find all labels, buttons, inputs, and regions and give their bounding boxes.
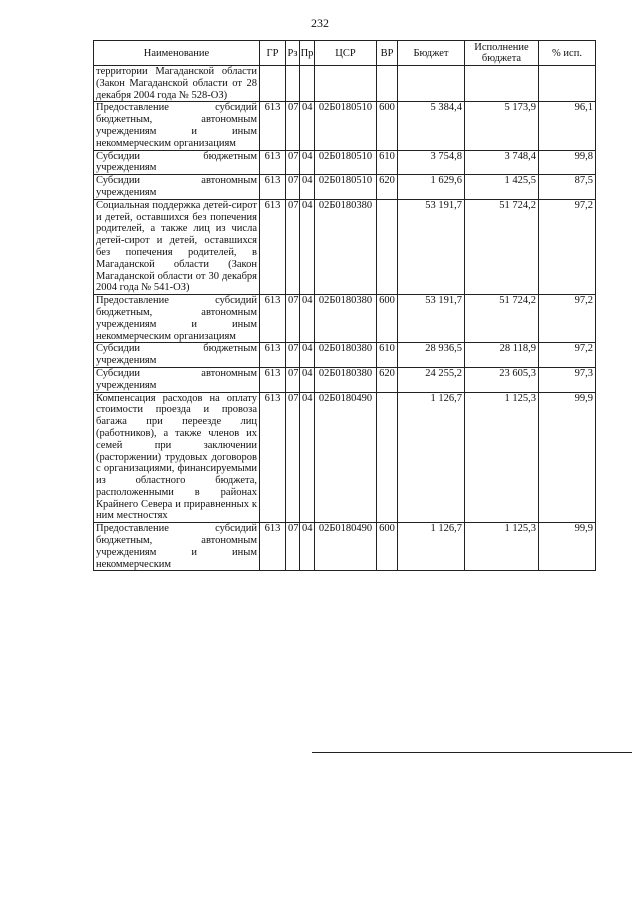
budget-execution-table bbox=[93, 40, 596, 571]
row-csr: 02Б0180380 bbox=[315, 199, 377, 294]
row-name: Предоставление субсидий бюджетным, автономным учреждениям и иным некоммерческим организациям bbox=[94, 102, 260, 150]
row-vr bbox=[377, 66, 398, 102]
row-vr: 600 bbox=[377, 523, 398, 571]
row-percent: 99,9 bbox=[539, 392, 596, 523]
row-budget: 1 629,6 bbox=[398, 175, 465, 200]
row-rz: 07 bbox=[286, 295, 300, 343]
header-csr: ЦСР bbox=[315, 41, 377, 66]
row-budget: 28 936,5 bbox=[398, 343, 465, 368]
table-row bbox=[94, 392, 596, 523]
row-budget: 1 126,7 bbox=[398, 523, 465, 571]
row-vr: 620 bbox=[377, 367, 398, 392]
header-name: Наименование bbox=[94, 41, 260, 66]
row-budget bbox=[398, 66, 465, 102]
row-rz: 07 bbox=[286, 102, 300, 150]
row-name: территории Магаданской области (Закон Магаданской области от 28 декабря 2004 года № 528-ОЗ) bbox=[94, 66, 260, 102]
row-name: Социальная поддержка детей-сирот и детей, оставшихся без попечения родителей, а также лиц из числа детей-сирот и детей, оставшихся без попечения родителей, в Магаданской области (Закон Магаданской области от 30 декабря 2004 года № 541-ОЗ) bbox=[94, 199, 260, 294]
row-percent: 97,2 bbox=[539, 199, 596, 294]
row-gr: 613 bbox=[260, 102, 286, 150]
table-row bbox=[94, 295, 596, 343]
row-csr: 02Б0180510 bbox=[315, 175, 377, 200]
table-row bbox=[94, 66, 596, 102]
table-row bbox=[94, 102, 596, 150]
row-execution: 51 724,2 bbox=[465, 199, 539, 294]
row-vr: 620 bbox=[377, 175, 398, 200]
row-pr: 04 bbox=[300, 343, 315, 368]
header-pr: Пр bbox=[300, 41, 315, 66]
row-rz: 07 bbox=[286, 199, 300, 294]
row-name: Предоставление субсидий бюджетным, автономным учреждениям и иным некоммерческим bbox=[94, 523, 260, 571]
row-budget: 53 191,7 bbox=[398, 199, 465, 294]
row-gr: 613 bbox=[260, 367, 286, 392]
row-vr: 600 bbox=[377, 295, 398, 343]
row-csr: 02Б0180380 bbox=[315, 367, 377, 392]
row-rz: 07 bbox=[286, 523, 300, 571]
row-percent: 97,2 bbox=[539, 295, 596, 343]
table-body bbox=[94, 66, 596, 571]
row-pr: 04 bbox=[300, 523, 315, 571]
row-name: Субсидии бюджетным учреждениям bbox=[94, 150, 260, 175]
header-budget: Бюджет bbox=[398, 41, 465, 66]
row-rz: 07 bbox=[286, 175, 300, 200]
row-rz bbox=[286, 66, 300, 102]
row-name: Предоставление субсидий бюджетным, автономным учреждениям и иным некоммерческим организациям bbox=[94, 295, 260, 343]
row-name: Субсидии автономным учреждениям bbox=[94, 367, 260, 392]
row-name: Компенсация расходов на оплату стоимости проезда и провоза багажа при переезде лиц (работников), а также членов их семей при заключении (расторжении) трудовых договоров с организациями, финансируемыми из областного бюджета, расположенными в районах Крайнего Севера и приравненных к ним местностях bbox=[94, 392, 260, 523]
row-percent: 96,1 bbox=[539, 102, 596, 150]
row-pr: 04 bbox=[300, 295, 315, 343]
row-rz: 07 bbox=[286, 150, 300, 175]
row-csr: 02Б0180510 bbox=[315, 150, 377, 175]
row-execution: 23 605,3 bbox=[465, 367, 539, 392]
page-number: 232 bbox=[311, 16, 329, 30]
row-pr bbox=[300, 66, 315, 102]
row-vr: 610 bbox=[377, 343, 398, 368]
table-row bbox=[94, 343, 596, 368]
row-percent: 99,9 bbox=[539, 523, 596, 571]
row-csr: 02Б0180490 bbox=[315, 392, 377, 523]
row-csr bbox=[315, 66, 377, 102]
row-budget: 3 754,8 bbox=[398, 150, 465, 175]
row-pr: 04 bbox=[300, 199, 315, 294]
row-pr: 04 bbox=[300, 392, 315, 523]
row-percent: 97,3 bbox=[539, 367, 596, 392]
row-execution: 28 118,9 bbox=[465, 343, 539, 368]
row-execution: 1 125,3 bbox=[465, 523, 539, 571]
header-percent: % исп. bbox=[539, 41, 596, 66]
row-vr bbox=[377, 392, 398, 523]
row-budget: 53 191,7 bbox=[398, 295, 465, 343]
row-rz: 07 bbox=[286, 392, 300, 523]
row-pr: 04 bbox=[300, 150, 315, 175]
table-header-row bbox=[94, 41, 596, 66]
row-pr: 04 bbox=[300, 367, 315, 392]
row-budget: 5 384,4 bbox=[398, 102, 465, 150]
header-gr: ГР bbox=[260, 41, 286, 66]
table-row bbox=[94, 199, 596, 294]
row-pr: 04 bbox=[300, 102, 315, 150]
row-percent: 99,8 bbox=[539, 150, 596, 175]
header-vr: ВР bbox=[377, 41, 398, 66]
footer-divider bbox=[312, 752, 632, 753]
header-execution: Исполнение бюджета bbox=[465, 41, 539, 66]
row-gr: 613 bbox=[260, 150, 286, 175]
row-execution: 5 173,9 bbox=[465, 102, 539, 150]
row-percent bbox=[539, 66, 596, 102]
row-csr: 02Б0180380 bbox=[315, 295, 377, 343]
row-pr: 04 bbox=[300, 175, 315, 200]
row-gr: 613 bbox=[260, 392, 286, 523]
row-csr: 02Б0180490 bbox=[315, 523, 377, 571]
row-rz: 07 bbox=[286, 367, 300, 392]
table-row bbox=[94, 523, 596, 571]
row-name: Субсидии автономным учреждениям bbox=[94, 175, 260, 200]
row-rz: 07 bbox=[286, 343, 300, 368]
row-vr: 600 bbox=[377, 102, 398, 150]
row-execution: 1 125,3 bbox=[465, 392, 539, 523]
row-csr: 02Б0180380 bbox=[315, 343, 377, 368]
table-row bbox=[94, 367, 596, 392]
row-percent: 97,2 bbox=[539, 343, 596, 368]
row-gr: 613 bbox=[260, 175, 286, 200]
row-name: Субсидии бюджетным учреждениям bbox=[94, 343, 260, 368]
row-execution bbox=[465, 66, 539, 102]
row-budget: 1 126,7 bbox=[398, 392, 465, 523]
table-row bbox=[94, 150, 596, 175]
row-gr: 613 bbox=[260, 199, 286, 294]
row-execution: 51 724,2 bbox=[465, 295, 539, 343]
row-gr: 613 bbox=[260, 295, 286, 343]
row-gr: 613 bbox=[260, 343, 286, 368]
row-execution: 1 425,5 bbox=[465, 175, 539, 200]
row-csr: 02Б0180510 bbox=[315, 102, 377, 150]
row-vr: 610 bbox=[377, 150, 398, 175]
row-budget: 24 255,2 bbox=[398, 367, 465, 392]
row-percent: 87,5 bbox=[539, 175, 596, 200]
row-vr bbox=[377, 199, 398, 294]
table-row bbox=[94, 175, 596, 200]
row-gr bbox=[260, 66, 286, 102]
header-rz: Рз bbox=[286, 41, 300, 66]
row-execution: 3 748,4 bbox=[465, 150, 539, 175]
row-gr: 613 bbox=[260, 523, 286, 571]
